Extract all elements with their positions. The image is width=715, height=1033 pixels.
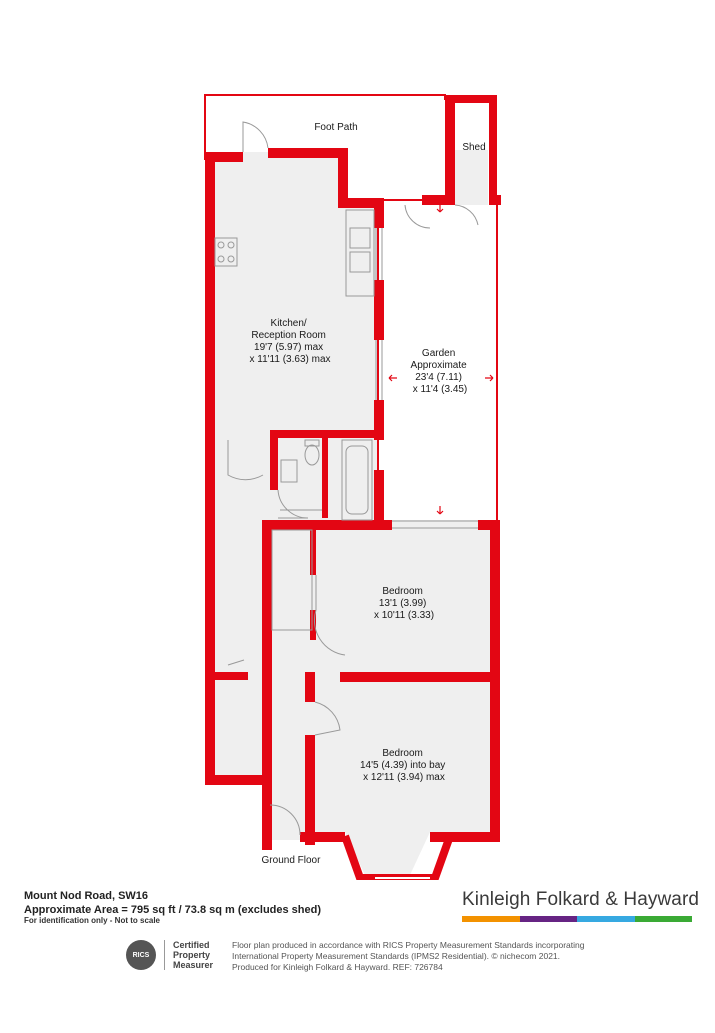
agent-logo: Kinleigh Folkard & Hayward	[462, 889, 700, 910]
rics-certified-text	[164, 940, 213, 970]
bedroom-1-label: Bedroom 13'1 (3.99) x 10'11 (3.33)	[373, 586, 435, 621]
bedroom-2-label: Bedroom 14'5 (4.39) into bay x 12'11 (3.94) max	[359, 748, 446, 783]
rics-cert-line: Measurer	[173, 960, 214, 970]
rics-logo	[126, 940, 213, 970]
shed-label: Shed	[462, 142, 486, 153]
ground-floor-label: Ground Floor	[261, 855, 321, 866]
brand-bar-blue	[577, 916, 635, 922]
brand-bar-orange	[462, 916, 520, 922]
disclaimer-line: Floor plan produced in accordance with RICS Property Measurement Standards incorporating	[232, 940, 585, 950]
property-address	[24, 889, 321, 917]
address-line: Mount Nod Road, SW16	[24, 890, 149, 902]
rics-badge: RICS	[126, 940, 156, 970]
disclaimer-line: Produced for Kinleigh Folkard & Hayward. REF: 726784	[232, 962, 443, 972]
rics-cert-line: Property	[173, 950, 211, 960]
area-line: Approximate Area = 795 sq ft / 73.8 sq m (excludes shed)	[24, 904, 322, 916]
floor-fill	[213, 150, 490, 875]
brand-bar-green	[635, 916, 693, 922]
rics-cert-line: Certified	[173, 940, 210, 950]
disclaimer-line: International Property Measurement Standards (IPMS2 Residential). © nichecom 2021.	[232, 951, 561, 961]
kitchen-label: Kitchen/ Reception Room 19'7 (5.97) max x 11'11 (3.63) max	[249, 318, 331, 365]
brand-bar-purple	[520, 916, 578, 922]
arrows	[389, 204, 493, 514]
garden-label: Garden Approximate 23'4 (7.11) x 11'4 (3.45)	[410, 348, 468, 395]
brand-color-bar	[462, 916, 692, 922]
scale-note: For identification only - Not to scale	[24, 916, 161, 925]
foot-path-label: Foot Path	[314, 122, 358, 133]
disclaimer	[232, 940, 612, 973]
